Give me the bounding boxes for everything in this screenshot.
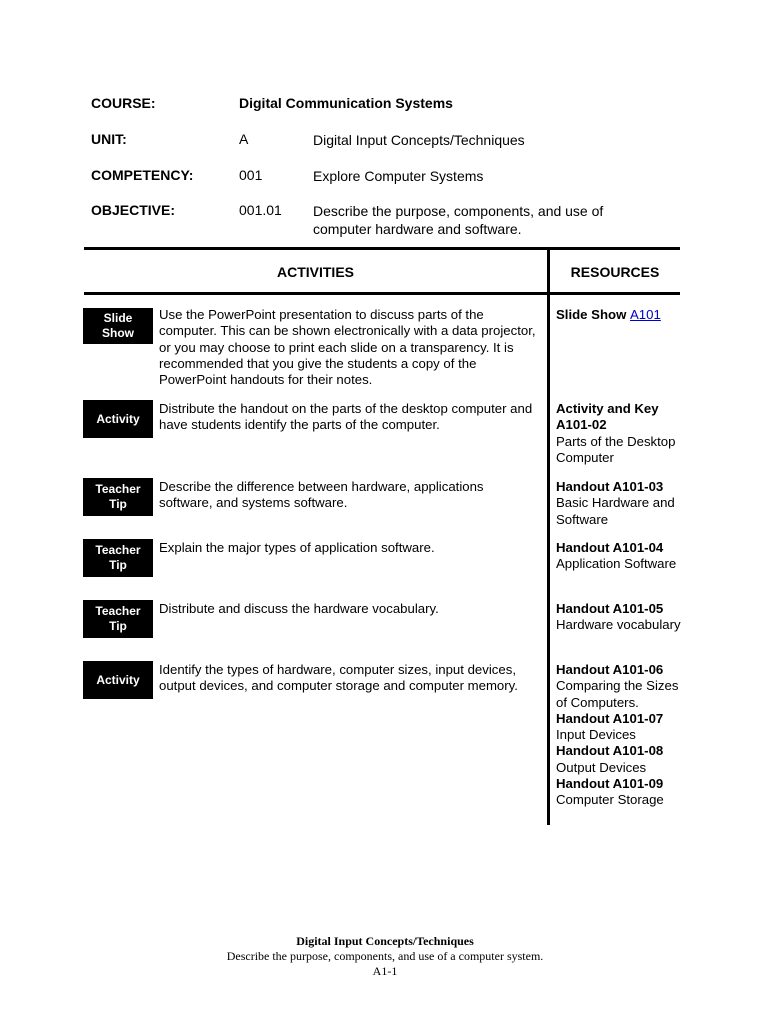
resource-1 xyxy=(556,307,681,323)
activity-text-4: Explain the major types of application software. xyxy=(159,540,435,555)
resource-5 xyxy=(556,601,681,634)
activities-header: ACTIVITIES xyxy=(276,264,354,280)
resource-desc: Input Devices xyxy=(556,727,636,743)
column-divider xyxy=(547,250,550,825)
objective-code: 001.01 xyxy=(239,202,282,218)
resource-title: Activity and Key A101-02 xyxy=(556,401,659,433)
badge-line: Teacher xyxy=(95,543,141,557)
teacher-tip-badge xyxy=(83,539,153,577)
objective-text: Describe the purpose, components, and use of computer hardware and software. xyxy=(313,203,604,237)
badge-line: Show xyxy=(102,326,134,340)
competency-text: Explore Computer Systems xyxy=(313,168,484,184)
resources-header: RESOURCES xyxy=(570,264,660,280)
activity-badge xyxy=(83,400,153,438)
activity-text-2: Distribute the handout on the parts of the desktop computer and have students identify the parts of the computer. xyxy=(159,401,533,433)
teacher-tip-badge xyxy=(83,600,153,638)
resource-2 xyxy=(556,401,681,466)
activity-badge xyxy=(83,661,153,699)
activity-text-3: Describe the difference between hardware, applications software, and systems software. xyxy=(159,479,484,511)
resource-title: Handout A101-09 xyxy=(556,776,664,792)
activity-text-1: Use the PowerPoint presentation to discuss parts of the computer. This can be shown electronically with a data projector, or you may choose to print each slide on a transparency. It is recommended that you give the students a copy of the PowerPoint handouts for their notes. xyxy=(159,307,536,388)
resource-title: Handout A101-04 xyxy=(556,540,664,555)
footer-title: Digital Input Concepts/Techniques xyxy=(296,934,474,948)
badge-line: Activity xyxy=(96,672,140,687)
page-footer xyxy=(0,934,770,979)
resource-title: Handout A101-06 xyxy=(556,662,664,677)
activity-text-6: Identify the types of hardware, computer sizes, input devices, output devices, and computer storage and computer memory. xyxy=(159,662,518,694)
course-label: COURSE: xyxy=(91,95,156,111)
page-number: A1-1 xyxy=(372,964,398,978)
resource-4 xyxy=(556,540,681,573)
resource-desc: Hardware vocabulary xyxy=(556,617,681,633)
resource-title: Handout A101-05 xyxy=(556,601,664,616)
teacher-tip-badge xyxy=(83,478,153,516)
resource-desc: Comparing the Sizes of Computers. xyxy=(556,678,679,710)
course-title: Digital Communication Systems xyxy=(239,95,453,111)
resource-desc: Output Devices xyxy=(556,759,647,775)
resource-desc: Computer Storage xyxy=(556,792,664,808)
activity-text-5: Distribute and discuss the hardware vocabulary. xyxy=(159,601,439,616)
badge-line: Tip xyxy=(109,558,127,572)
objective-label: OBJECTIVE: xyxy=(91,202,176,218)
resource-3 xyxy=(556,479,681,528)
resource-title: Handout A101-07 xyxy=(556,710,664,726)
resource-prefix: Slide Show xyxy=(556,307,631,322)
unit-text: Digital Input Concepts/Techniques xyxy=(313,132,525,148)
resource-desc: Application Software xyxy=(556,556,677,572)
badge-line: Slide xyxy=(103,311,133,325)
resource-desc: Basic Hardware and Software xyxy=(556,495,675,527)
badge-line: Tip xyxy=(109,619,127,633)
resource-title: Handout A101-08 xyxy=(556,743,664,759)
resource-link-a101[interactable]: A101 xyxy=(630,307,661,322)
competency-code: 001 xyxy=(239,167,263,183)
competency-label: COMPETENCY: xyxy=(91,167,194,183)
slide-show-badge xyxy=(83,308,153,344)
table-header-rule xyxy=(84,292,680,295)
badge-line: Teacher xyxy=(95,482,141,496)
unit-code: A xyxy=(239,131,249,147)
resource-6 xyxy=(556,662,681,809)
badge-line: Teacher xyxy=(95,604,141,618)
unit-label: UNIT: xyxy=(91,131,127,147)
badge-line: Activity xyxy=(96,411,140,426)
footer-subtitle: Describe the purpose, components, and use of a computer system. xyxy=(226,949,544,963)
resource-title: Handout A101-03 xyxy=(556,479,664,494)
table-top-rule xyxy=(84,247,680,250)
badge-line: Tip xyxy=(109,497,127,511)
resource-desc: Parts of the Desktop Computer xyxy=(556,433,676,465)
